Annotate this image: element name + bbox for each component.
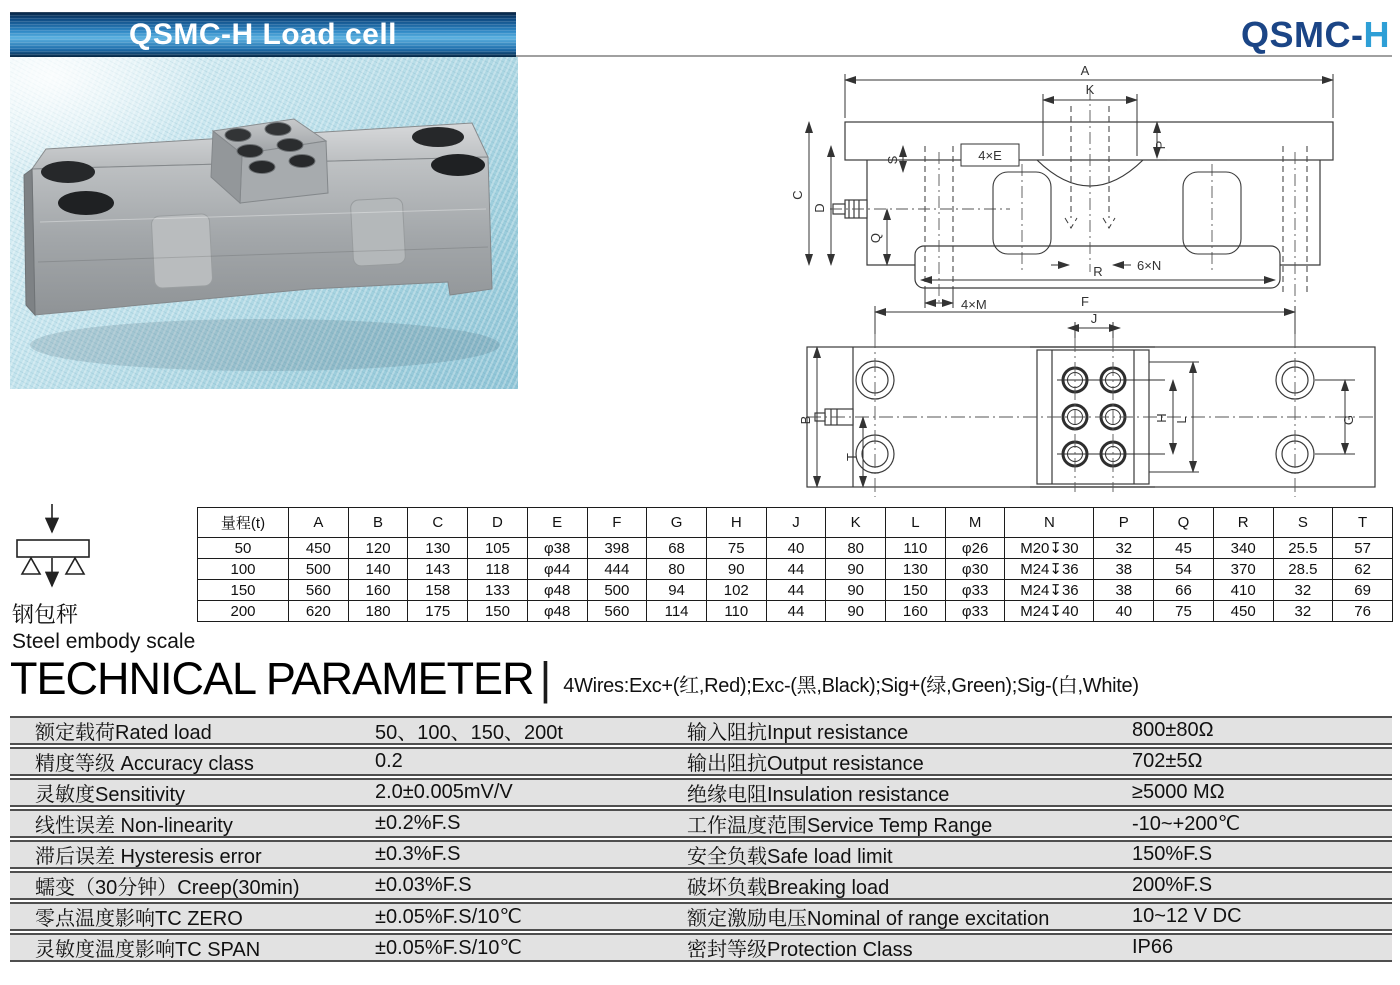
dims-cell: 620 [289, 601, 349, 622]
section-title-bar: | [539, 653, 552, 704]
model-code-suffix: H [1363, 14, 1390, 55]
dims-cell: φ48 [527, 601, 587, 622]
param-row [10, 716, 1392, 745]
parameters-table [10, 716, 1392, 964]
param-value-right: 200%F.S [1132, 874, 1213, 896]
product-photo [10, 57, 518, 389]
dims-cell: 90 [826, 559, 886, 580]
dims-cell: 560 [587, 601, 647, 622]
page-title: QSMC-H Load cell [128, 17, 398, 51]
section-title: TECHNICAL PARAMETER [10, 653, 534, 704]
param-label-right: 额定激励电压Nominal of range excitation [687, 908, 1050, 930]
dim-label-Q: Q [868, 232, 883, 244]
dims-cell: 114 [647, 601, 707, 622]
dims-col-header: E [527, 508, 587, 538]
dim-label-4xE: 4×E [978, 148, 1002, 163]
dim-label-F: F [1081, 294, 1089, 309]
param-label-right: 破坏负载Breaking load [687, 877, 890, 899]
param-row [10, 871, 1392, 900]
dim-label-6xN: 6×N [1137, 258, 1162, 273]
dims-cell: 90 [826, 580, 886, 601]
dim-label-B: B [798, 415, 813, 425]
dims-cell: 500 [289, 559, 349, 580]
scale-caption-en: Steel embody scale [12, 630, 196, 653]
top-view-drawing [775, 292, 1400, 502]
dim-label-D: D [812, 203, 827, 213]
dims-header-row [198, 508, 1393, 538]
param-row [10, 778, 1392, 807]
dims-row [198, 601, 1393, 622]
dims-cell: 158 [408, 580, 468, 601]
dim-label-L: L [1174, 416, 1189, 424]
dims-cell: 398 [587, 538, 647, 559]
param-value-right: 10~12 V DC [1132, 905, 1242, 927]
model-code [1040, 14, 1390, 56]
dims-cell: M24↧36 [1005, 559, 1094, 580]
dims-cell: 150 [198, 580, 289, 601]
dim-label-J: J [1090, 311, 1098, 326]
dims-cell: φ48 [527, 580, 587, 601]
scale-caption-zh: 钢包秤 [12, 602, 79, 627]
dim-label-T: T [844, 453, 859, 461]
dims-cell: 75 [706, 538, 766, 559]
dims-cell: 133 [468, 580, 528, 601]
param-label-left: 精度等级 Accuracy class [35, 753, 254, 775]
dims-cell: 62 [1333, 559, 1393, 580]
dims-cell: 120 [348, 538, 408, 559]
param-label-right: 输入阻抗Input resistance [687, 722, 909, 744]
param-row [10, 902, 1392, 931]
dims-cell: 66 [1154, 580, 1214, 601]
param-value-left: 0.2 [375, 750, 403, 772]
param-label-left: 灵敏度Sensitivity [35, 784, 186, 806]
dims-cell: 94 [647, 580, 707, 601]
dims-cell: 200 [198, 601, 289, 622]
dims-col-header: T [1333, 508, 1393, 538]
dims-cell: 32 [1273, 580, 1333, 601]
param-label-left: 线性误差 Non-linearity [35, 815, 233, 837]
param-value-left: ±0.05%F.S/10℃ [375, 937, 522, 959]
param-value-left: ±0.2%F.S [375, 812, 461, 834]
dims-col-header: C [408, 508, 468, 538]
technical-parameter-heading [10, 653, 1139, 704]
dims-col-header: M [945, 508, 1005, 538]
dims-col-header: L [886, 508, 946, 538]
dims-cell: 370 [1213, 559, 1273, 580]
wires-note: 4Wires:Exc+(红,Red);Exc-(黑,Black);Sig+(绿,Green);Sig-(白,White) [563, 675, 1139, 697]
param-row [10, 840, 1392, 869]
steel-embody-scale-icon [12, 500, 132, 605]
scale-caption [12, 601, 195, 655]
dims-cell: 40 [766, 538, 826, 559]
header-divider [516, 55, 1392, 57]
param-value-left: ±0.05%F.S/10℃ [375, 906, 522, 928]
dims-col-header: Q [1154, 508, 1214, 538]
dims-cell: 160 [348, 580, 408, 601]
dims-cell: 130 [408, 538, 468, 559]
dim-label-P: P [1153, 140, 1168, 150]
dims-cell: φ38 [527, 538, 587, 559]
dims-cell: 118 [468, 559, 528, 580]
dims-col-header: B [348, 508, 408, 538]
dims-cell: 69 [1333, 580, 1393, 601]
param-label-right: 绝缘电阻Insulation resistance [687, 784, 950, 806]
dims-col-header: F [587, 508, 647, 538]
param-value-right: 800±80Ω [1132, 719, 1214, 741]
dims-cell: 444 [587, 559, 647, 580]
param-row [10, 933, 1392, 962]
dims-col-header: P [1094, 508, 1154, 538]
dim-label-R: R [1093, 264, 1103, 279]
dims-col-header: A [289, 508, 349, 538]
dims-cell: M20↧30 [1005, 538, 1094, 559]
dims-cell: φ30 [945, 559, 1005, 580]
dims-cell: 90 [706, 559, 766, 580]
param-value-right: IP66 [1132, 936, 1174, 958]
dims-cell: 143 [408, 559, 468, 580]
dims-cell: 38 [1094, 580, 1154, 601]
dims-cell: 175 [408, 601, 468, 622]
dim-label-C: C [790, 190, 805, 200]
dims-col-header: N [1005, 508, 1094, 538]
dims-cell: 75 [1154, 601, 1214, 622]
dims-cell: 500 [587, 580, 647, 601]
dim-label-H: H [1154, 413, 1169, 423]
dims-cell: 45 [1154, 538, 1214, 559]
dims-row [198, 559, 1393, 580]
dim-label-S: S [885, 155, 900, 165]
side-view-drawing [775, 60, 1400, 315]
dim-label-4xM: 4×M [961, 297, 987, 310]
dims-row [198, 538, 1393, 559]
param-label-left: 零点温度影响TC ZERO [35, 908, 243, 930]
dims-cell: 140 [348, 559, 408, 580]
dims-cell: 32 [1094, 538, 1154, 559]
dims-col-header: S [1273, 508, 1333, 538]
dim-label-A: A [1080, 63, 1090, 78]
param-row [10, 809, 1392, 838]
dims-cell: 110 [886, 538, 946, 559]
dims-cell: 44 [766, 601, 826, 622]
dims-cell: 130 [886, 559, 946, 580]
param-label-left: 灵敏度温度影响TC SPAN [35, 939, 261, 961]
dims-cell: φ44 [527, 559, 587, 580]
dims-cell: 40 [1094, 601, 1154, 622]
dims-cell: 410 [1213, 580, 1273, 601]
param-value-right: ≥5000 MΩ [1132, 781, 1225, 803]
dims-cell: 160 [886, 601, 946, 622]
dims-cell: M24↧36 [1005, 580, 1094, 601]
model-code-prefix: QSMC- [1241, 14, 1364, 55]
param-value-right: 150%F.S [1132, 843, 1213, 865]
param-label-right: 安全负载Safe load limit [687, 846, 893, 868]
dims-cell: 340 [1213, 538, 1273, 559]
dims-cell: 90 [826, 601, 886, 622]
dims-cell: 50 [198, 538, 289, 559]
dims-cell: 25.5 [1273, 538, 1333, 559]
param-label-left: 滞后误差 Hysteresis error [35, 846, 262, 868]
dims-cell: 28.5 [1273, 559, 1333, 580]
dims-cell: 560 [289, 580, 349, 601]
param-row [10, 747, 1392, 776]
load-cell-illustration [10, 57, 518, 389]
dims-cell: 54 [1154, 559, 1214, 580]
dimensions-table [197, 507, 1393, 622]
param-value-left: ±0.03%F.S [375, 874, 472, 896]
dims-cell: φ26 [945, 538, 1005, 559]
param-value-right: -10~+200℃ [1132, 813, 1241, 835]
dims-col-header: R [1213, 508, 1273, 538]
dims-cell: 110 [706, 601, 766, 622]
param-value-left: 50、100、150、200t [375, 722, 563, 744]
param-label-right: 工作温度范围Service Temp Range [687, 815, 993, 837]
param-label-right: 密封等级Protection Class [687, 939, 913, 961]
dims-cell: 38 [1094, 559, 1154, 580]
dims-cell: φ33 [945, 580, 1005, 601]
dims-cell: 44 [766, 559, 826, 580]
dims-cell: 150 [886, 580, 946, 601]
dim-label-G: G [1341, 414, 1356, 426]
dims-cell: 150 [468, 601, 528, 622]
dims-row [198, 580, 1393, 601]
dims-col-header: G [647, 508, 707, 538]
dims-cell: 100 [198, 559, 289, 580]
dims-cell: 450 [1213, 601, 1273, 622]
dims-col-header: 量程(t) [198, 508, 289, 538]
param-value-right: 702±5Ω [1132, 750, 1203, 772]
dims-cell: 450 [289, 538, 349, 559]
dims-cell: 102 [706, 580, 766, 601]
param-value-left: ±0.3%F.S [375, 843, 461, 865]
dims-cell: 32 [1273, 601, 1333, 622]
dims-cell: 80 [647, 559, 707, 580]
param-label-right: 输出阻抗Output resistance [687, 753, 924, 775]
param-label-left: 额定载荷Rated load [35, 722, 212, 744]
dims-cell: 76 [1333, 601, 1393, 622]
dims-col-header: K [826, 508, 886, 538]
dims-col-header: D [468, 508, 528, 538]
param-label-left: 蠕变（30分钟）Creep(30min) [35, 877, 300, 899]
dims-cell: 105 [468, 538, 528, 559]
product-title-banner [10, 12, 516, 57]
param-value-left: 2.0±0.005mV/V [375, 781, 513, 803]
dims-cell: 80 [826, 538, 886, 559]
dims-cell: M24↧40 [1005, 601, 1094, 622]
dim-label-K: K [1085, 82, 1095, 97]
dims-cell: 57 [1333, 538, 1393, 559]
dims-cell: 180 [348, 601, 408, 622]
dims-cell: 68 [647, 538, 707, 559]
dims-col-header: H [706, 508, 766, 538]
dims-cell: φ33 [945, 601, 1005, 622]
dims-cell: 44 [766, 580, 826, 601]
dims-col-header: J [766, 508, 826, 538]
